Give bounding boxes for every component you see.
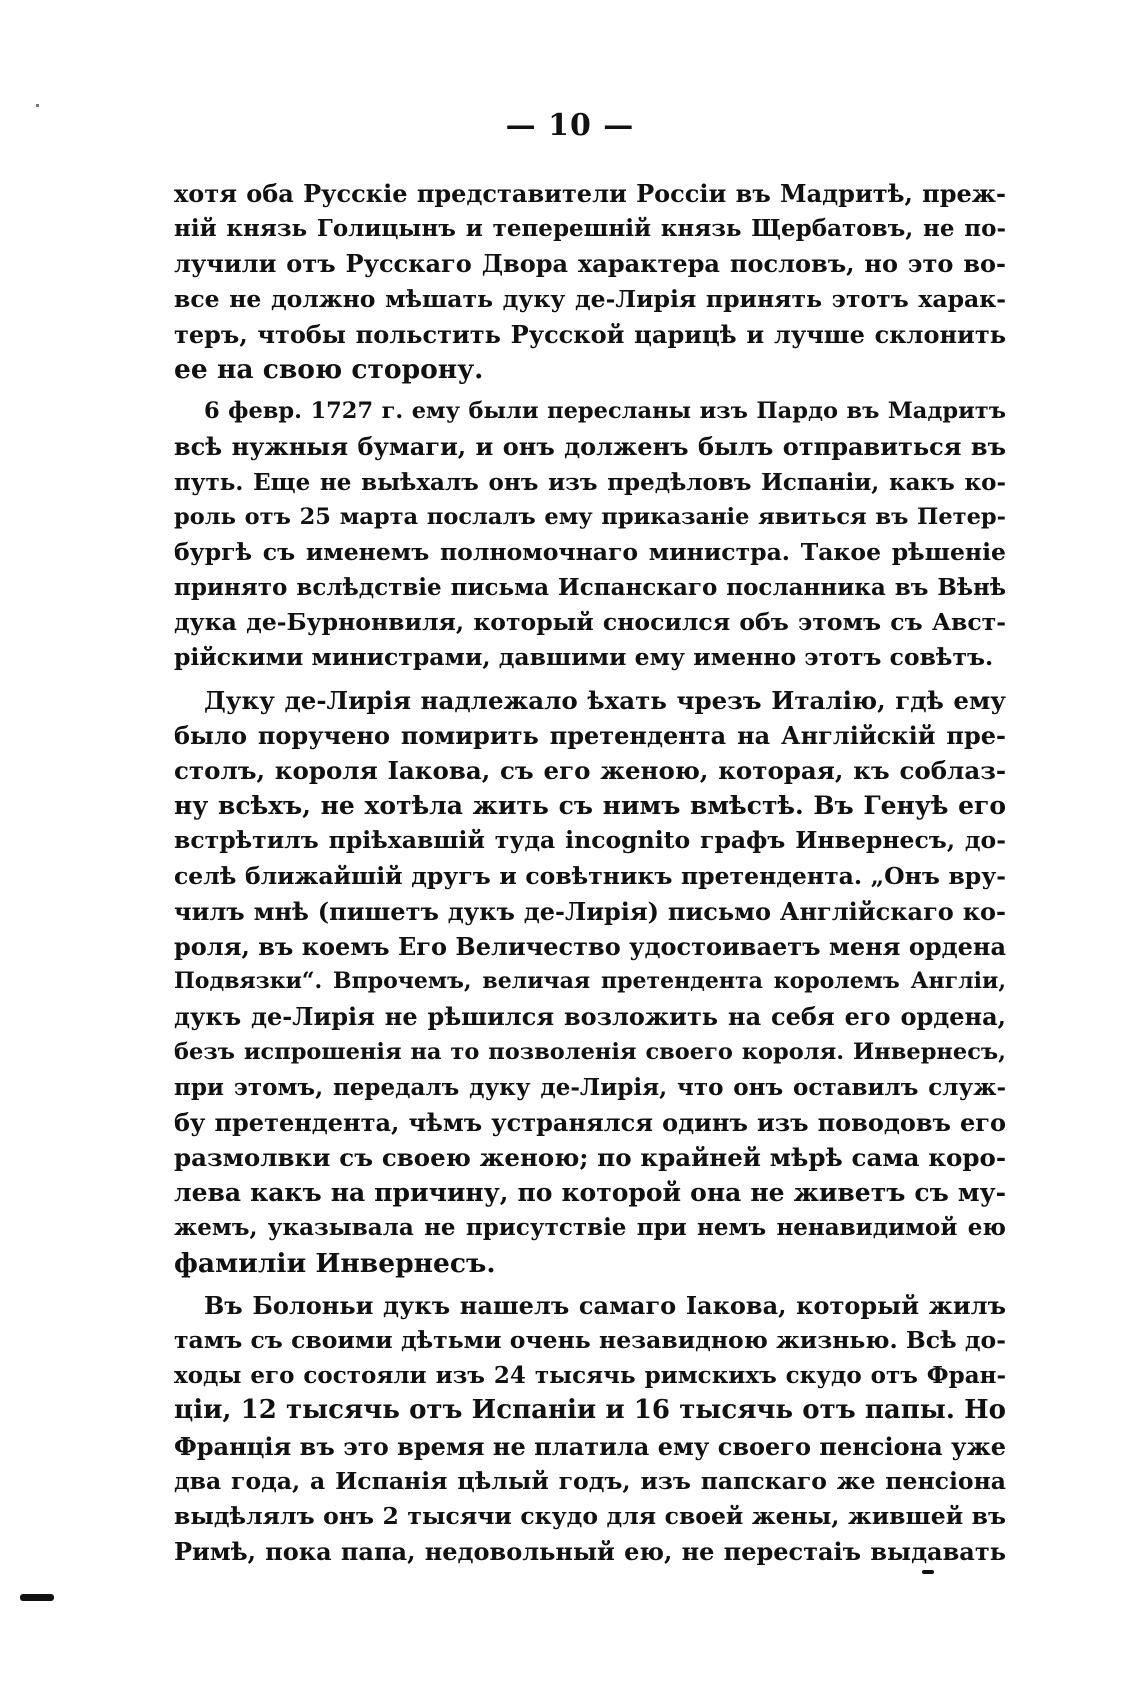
- text-line: теръ, чтобы польстить Русской царицѣ и лучше склонить: [174, 319, 1006, 349]
- text-line: чилъ мнѣ (пишетъ дукъ де-Лирія) письмо Англійскаго ко-: [174, 896, 1006, 926]
- text-line: размолвки съ своею женою; по крайней мѣрѣ сама коро-: [174, 1143, 1006, 1173]
- text-line: путь. Еще не выѣхалъ онъ изъ предѣловъ Испаніи, какъ ко-: [174, 468, 1006, 496]
- scan-mark: [20, 1594, 54, 1601]
- text-line: ціи, 12 тысячь отъ Испаніи и 16 тысячь отъ папы. Но: [174, 1395, 1006, 1426]
- text-line: столъ, короля Іакова, съ его женою, которая, къ соблаз-: [174, 756, 1006, 785]
- text-line: выдѣлялъ онъ 2 тысячи скудо для своей жены, жившей въ: [174, 1501, 1006, 1530]
- paragraph: [174, 176, 1006, 387]
- text-line: дука де-Бурнонвиля, который сносился объ этомъ съ Авст-: [174, 608, 1006, 637]
- text-line: бу претендента, чѣмъ устранялся одинъ изъ поводовъ его: [174, 1107, 1006, 1137]
- text-line: при этомъ, передалъ дуку де-Лирія, что онъ оставилъ служ-: [174, 1073, 1006, 1101]
- text-line: ходы его состояли изъ 24 тысячь римскихъ скудо отъ Фран-: [174, 1362, 1006, 1390]
- text-line: было поручено помирить претендента на Англійскій пре-: [174, 720, 1006, 750]
- text-line: тамъ съ своими дѣтьми очень незавидною жизнью. Всѣ до-: [174, 1326, 1006, 1354]
- text-line: безъ испрошенія на то позволенія своего короля. Инвернесъ,: [174, 1038, 1006, 1065]
- scan-speck: [36, 104, 39, 107]
- text-line: два года, а Испанія цѣлый годъ, изъ папскаго же пенсіона: [174, 1466, 1006, 1495]
- text-line: фамиліи Инвернесъ.: [174, 1247, 496, 1279]
- text-line: жемъ, указывала не присутствіе при немъ ненавидимой ею: [174, 1214, 1006, 1242]
- text-line: селѣ ближайшій другъ и совѣтникъ претендента. „Онъ вру-: [174, 861, 1006, 890]
- body-text: [174, 176, 1006, 1569]
- text-line: принято вслѣдствіе письма Испанскаго посланника въ Вѣнѣ: [174, 574, 1006, 602]
- text-line: все не должно мѣшать дуку де-Лирія принять этотъ харак-: [174, 284, 1006, 313]
- text-line: роля, въ коемъ Его Величество удостоиваетъ меня ордена: [174, 931, 1006, 961]
- text-line: ну всѣхъ, не хотѣла жить съ нимъ вмѣстѣ. Въ Генуѣ его: [174, 791, 1006, 821]
- text-line: хотя оба Русскіе представители Россіи въ Мадритѣ, преж-: [174, 179, 1006, 208]
- text-line: ній князь Голицынъ и теперешній князь Щербатовъ, не по-: [174, 215, 1006, 243]
- text-line: лучили отъ Русскаго Двора характера пословъ, но это во-: [174, 249, 1006, 279]
- text-line: роль отъ 25 марта послалъ ему приказаніе явиться въ Петер-: [174, 503, 1006, 530]
- text-line: лева какъ на причину, по которой она не живетъ съ му-: [174, 1178, 1006, 1208]
- text-line: ее на свою сторону.: [174, 353, 484, 385]
- paragraph: [174, 394, 1006, 676]
- text-line: рійскими министрами, давшими ему именно этотъ совѣтъ.: [174, 643, 994, 672]
- text-line: бургѣ съ именемъ полномочнаго министра. Такое рѣшеніе: [174, 537, 1006, 566]
- text-line: Въ Болоньи дукъ нашелъ самаго Іакова, который жилъ: [204, 1290, 1006, 1320]
- text-line: Римѣ, пока папа, недовольный ею, не перестаіъ выдавать: [174, 1537, 1006, 1567]
- paragraph: [174, 1288, 1006, 1570]
- text-line: дукъ де-Лирія не рѣшился возложить на себя его ордена,: [174, 1002, 1006, 1032]
- text-line: 6 февр. 1727 г. ему были пересланы изъ Пардо въ Мадритъ: [204, 398, 1006, 425]
- paragraph: [174, 683, 1006, 1281]
- scan-dash: [922, 1570, 934, 1574]
- page-number: — 10 —: [505, 108, 635, 143]
- text-line: Подвязки“. Впрочемъ, величая претендента королемъ Англіи,: [174, 968, 1006, 995]
- text-line: Франція въ это время не платила ему своего пенсіона уже: [174, 1431, 1006, 1461]
- text-line: встрѣтилъ пріѣхавшій туда incognito графъ Инвернесъ, до-: [174, 826, 1006, 855]
- text-line: всѣ нужныя бумаги, и онъ долженъ былъ отправиться въ: [174, 432, 1006, 462]
- text-line: Дуку де-Лирія надлежало ѣхать чрезъ Италію, гдѣ ему: [204, 685, 1006, 715]
